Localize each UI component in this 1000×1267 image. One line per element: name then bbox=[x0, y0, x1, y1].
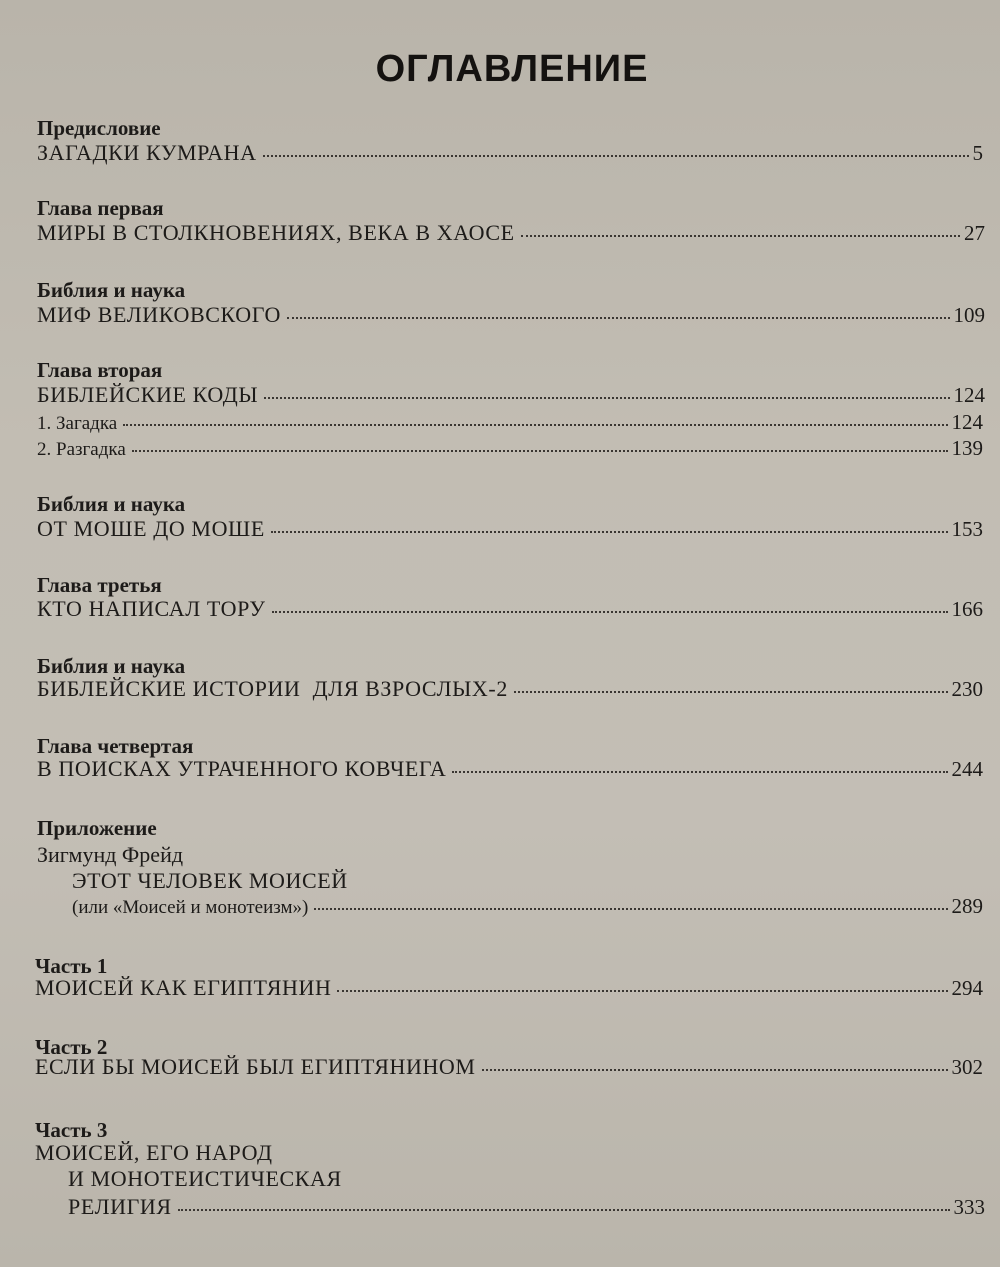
entry-title: ОТ МОШЕ ДО МОШЕ bbox=[37, 516, 265, 541]
subentry-title: 1. Загадка bbox=[37, 413, 118, 434]
page-title: ОГЛАВЛЕНИЕ bbox=[375, 48, 649, 90]
page-number: 289 bbox=[951, 894, 983, 918]
section-heading: Предисловие bbox=[37, 116, 161, 140]
toc-entry bbox=[37, 516, 983, 542]
entry-title-line: И МОНОТЕИСТИЧЕСКАЯ bbox=[68, 1166, 342, 1191]
entry-title: КТО НАПИСАЛ ТОРУ bbox=[37, 596, 266, 621]
toc-entry bbox=[72, 894, 983, 919]
dot-leader bbox=[132, 450, 948, 452]
page-number: 333 bbox=[953, 1195, 985, 1219]
dot-leader bbox=[337, 990, 947, 992]
toc-entry bbox=[68, 1194, 985, 1220]
toc-entry bbox=[37, 596, 983, 622]
entry-title: ЭТОТ ЧЕЛОВЕК МОИСЕЙ bbox=[72, 868, 348, 893]
section-heading: Глава третья bbox=[37, 573, 162, 597]
section-heading: Часть 3 bbox=[35, 1118, 108, 1142]
dot-leader bbox=[452, 771, 947, 773]
dot-leader bbox=[271, 531, 948, 533]
dot-leader bbox=[123, 424, 947, 426]
section-heading: Глава первая bbox=[37, 196, 164, 220]
page-number: 124 bbox=[951, 410, 983, 434]
subentry-title: 2. Разгадка bbox=[37, 439, 126, 460]
section-heading: Глава вторая bbox=[37, 358, 163, 382]
entry-title: ЕСЛИ БЫ МОИСЕЙ БЫЛ ЕГИПТЯНИНОМ bbox=[35, 1054, 476, 1079]
entry-title: БИБЛЕЙСКИЕ КОДЫ bbox=[37, 382, 259, 407]
section-heading: Глава четвертая bbox=[37, 734, 194, 758]
page-number: 302 bbox=[951, 1055, 983, 1079]
section-heading: Часть 2 bbox=[35, 1035, 108, 1059]
author-name: Зигмунд Фрейд bbox=[37, 842, 184, 867]
dot-leader bbox=[514, 691, 948, 693]
section-heading: Библия и наука bbox=[37, 492, 186, 516]
page-number: 294 bbox=[951, 976, 983, 1000]
section-heading: Библия и наука bbox=[37, 278, 186, 302]
dot-leader bbox=[263, 155, 969, 157]
dot-leader bbox=[287, 317, 950, 319]
page-number: 5 bbox=[972, 141, 983, 165]
page-number: 244 bbox=[951, 757, 983, 781]
page-number: 166 bbox=[951, 597, 983, 621]
toc-entry bbox=[37, 676, 983, 702]
toc-subentry bbox=[37, 436, 983, 461]
page-number: 230 bbox=[951, 677, 983, 701]
entry-title: В ПОИСКАХ УТРАЧЕННОГО КОВЧЕГА bbox=[37, 756, 447, 781]
entry-title: МИФ ВЕЛИКОВСКОГО bbox=[37, 302, 281, 327]
entry-title: МИРЫ В СТОЛКНОВЕНИЯХ, ВЕКА В ХАОСЕ bbox=[37, 220, 515, 245]
page-number: 27 bbox=[964, 221, 985, 245]
dot-leader bbox=[178, 1209, 950, 1211]
entry-title: ЗАГАДКИ КУМРАНА bbox=[37, 140, 257, 165]
section-heading: Приложение bbox=[37, 816, 157, 840]
page-number: 139 bbox=[951, 436, 983, 460]
page-number: 124 bbox=[953, 383, 985, 407]
toc-entry bbox=[35, 975, 983, 1001]
toc-entry bbox=[37, 140, 983, 166]
section-heading: Часть 1 bbox=[35, 954, 108, 978]
toc-entry bbox=[37, 302, 985, 328]
dot-leader bbox=[264, 397, 949, 399]
dot-leader bbox=[482, 1069, 948, 1071]
entry-title: БИБЛЕЙСКИЕ ИСТОРИИ ДЛЯ ВЗРОСЛЫХ-2 bbox=[37, 676, 508, 701]
toc-entry bbox=[37, 220, 985, 246]
entry-title-line: РЕЛИГИЯ bbox=[68, 1194, 172, 1219]
page-number: 153 bbox=[951, 517, 983, 541]
entry-title-line: МОИСЕЙ, ЕГО НАРОД bbox=[35, 1140, 273, 1165]
toc-entry bbox=[37, 382, 985, 408]
section-heading: Библия и наука bbox=[37, 654, 186, 678]
entry-title: МОИСЕЙ КАК ЕГИПТЯНИН bbox=[35, 975, 332, 1000]
dot-leader bbox=[521, 235, 960, 237]
page-number: 109 bbox=[953, 303, 985, 327]
toc-subentry bbox=[37, 410, 983, 435]
dot-leader bbox=[272, 611, 948, 613]
toc-entry bbox=[37, 756, 983, 782]
entry-subtitle: (или «Моисей и монотеизм») bbox=[72, 897, 309, 918]
dot-leader bbox=[314, 908, 947, 910]
toc-entry bbox=[35, 1054, 983, 1080]
